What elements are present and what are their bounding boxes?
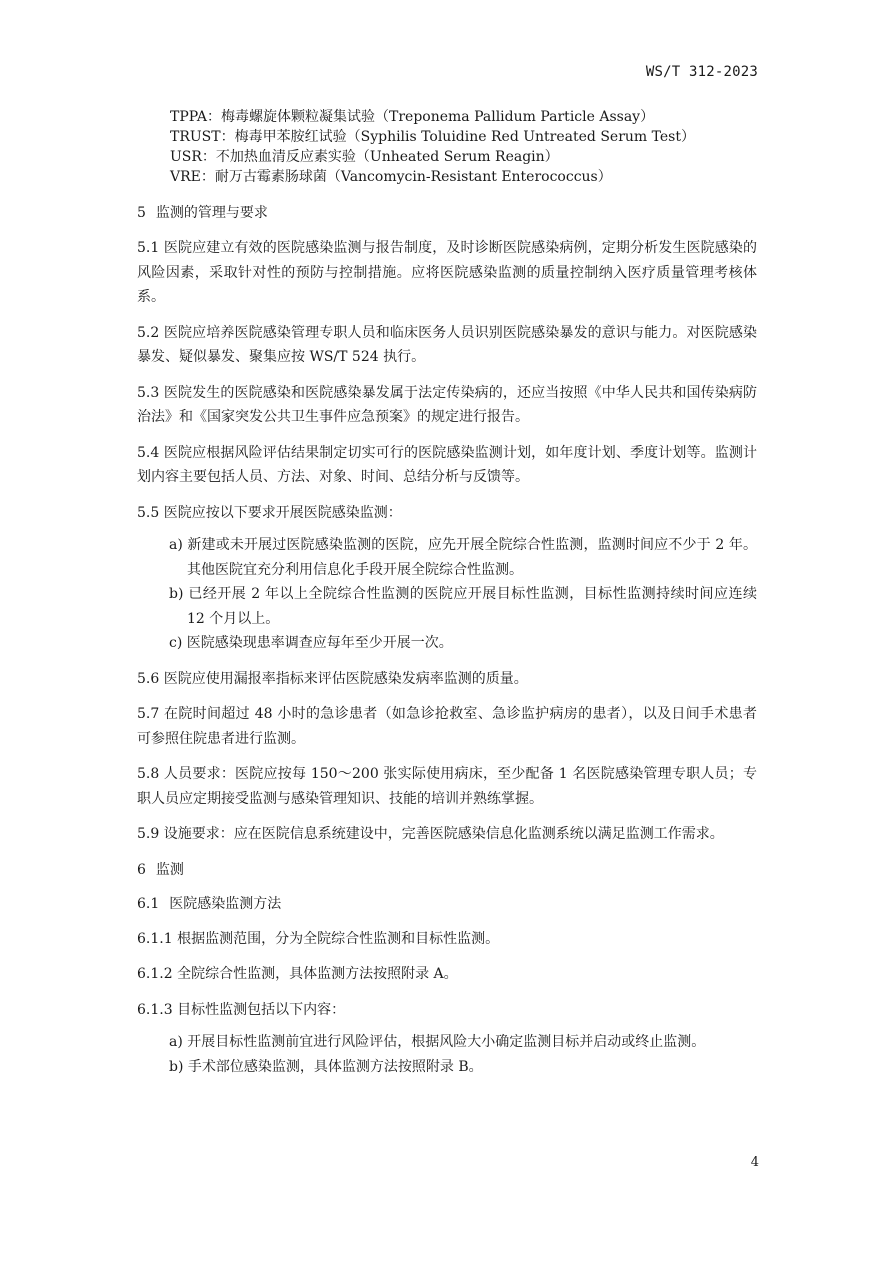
subsection-6-1-title: 医院感染监测方法	[169, 895, 282, 912]
clause-5-2: 5.2 医院应培养医院感染管理专职人员和临床医务人员识别医院感染暴发的意识与能力。对医院感染暴发、疑似暴发、聚集应按 WS/T 524 执行。	[137, 324, 757, 365]
clause-5-5: 5.5 医院应按以下要求开展医院感染监测：	[137, 504, 402, 521]
section-6-number: 6	[137, 861, 146, 878]
clause-6-1-1: 6.1.1 根据监测范围，分为全院综合性监测和目标性监测。	[137, 930, 500, 947]
clause-6-1-3-list	[169, 1030, 757, 1079]
abbreviation-tppa: TPPA：梅毒螺旋体颗粒凝集试验（Treponema Pallidum Particle Assay）	[170, 109, 655, 125]
list-item-6-1-3-a: a) 开展目标性监测前宜进行风险评估，根据风险大小确定监测目标并启动或终止监测。	[169, 1034, 706, 1050]
section-5-heading	[137, 202, 757, 224]
abbreviation-usr: USR：不加热血清反应素实验（Unheated Serum Reagin）	[170, 149, 559, 165]
list-item-5-5-a: a) 新建或未开展过医院感染监测的医院，应先开展全院综合性监测，监测时间应不少于 2 年。其他医院宜充分利用信息化手段开展全院综合性监测。	[169, 537, 757, 578]
clause-5-5-list	[169, 533, 757, 656]
section-5-title: 监测的管理与要求	[155, 205, 268, 221]
clause-5-9: 5.9 设施要求：应在医院信息系统建设中，完善医院感染信息化监测系统以满足监测工作需求。	[137, 826, 724, 842]
section-5-number: 5	[137, 205, 146, 221]
abbreviation-list	[170, 107, 810, 187]
list-item-5-5-c: c) 医院感染现患率调查应每年至少开展一次。	[169, 635, 453, 651]
clause-5-7: 5.7 在院时间超过 48 小时的急诊患者（如急诊抢救室、急诊监护病房的患者），以及日间手术患者可参照住院患者进行监测。	[137, 706, 757, 747]
clause-6-1-2: 6.1.2 全院综合性监测，具体监测方法按照附录 A。	[137, 966, 458, 982]
clause-6-1-3: 6.1.3 目标性监测包括以下内容：	[137, 1001, 346, 1018]
document-body	[137, 202, 757, 1079]
document-code: WS/T 312-2023	[645, 64, 758, 80]
list-item-5-5-b: b) 已经开展 2 年以上全院综合性监测的医院应开展目标性监测，目标性监测持续时间应连续 12 个月以上。	[169, 586, 757, 627]
section-6-heading	[137, 859, 757, 881]
page-number: 4	[750, 1155, 759, 1170]
list-item-6-1-3-b: b) 手术部位感染监测，具体监测方法按照附录 B。	[169, 1058, 483, 1075]
subsection-6-1-number: 6.1	[137, 895, 160, 912]
abbreviation-vre: VRE：耐万古霉素肠球菌（Vancomycin-Resistant Enterococcus）	[170, 169, 612, 185]
clause-5-8: 5.8 人员要求：医院应按每 150～200 张实际使用病床，至少配备 1 名医院感染管理专职人员；专职人员应定期接受监测与感染管理知识、技能的培训并熟练掌握。	[137, 766, 757, 807]
clause-5-3: 5.3 医院发生的医院感染和医院感染暴发属于法定传染病的，还应当按照《中华人民共和国传染病防治法》和《国家突发公共卫生事件应急预案》的规定进行报告。	[137, 384, 757, 425]
clause-5-1: 5.1 医院应建立有效的医院感染监测与报告制度，及时诊断医院感染病例，定期分析发生医院感染的风险因素，采取针对性的预防与控制措施。应将医院感染监测的质量控制纳入医疗质量管理考核体系。	[137, 240, 757, 305]
clause-5-6: 5.6 医院应使用漏报率指标来评估医院感染发病率监测的质量。	[137, 670, 528, 687]
abbreviation-trust: TRUST：梅毒甲苯胺红试验（Syphilis Toluidine Red Untreated Serum Test）	[170, 129, 695, 145]
clause-5-4: 5.4 医院应根据风险评估结果制定切实可行的医院感染监测计划，如年度计划、季度计划等。监测计划内容主要包括人员、方法、对象、时间、总结分析与反馈等。	[137, 444, 757, 485]
subsection-6-1-heading	[137, 893, 757, 915]
section-6-title: 监测	[155, 861, 184, 878]
